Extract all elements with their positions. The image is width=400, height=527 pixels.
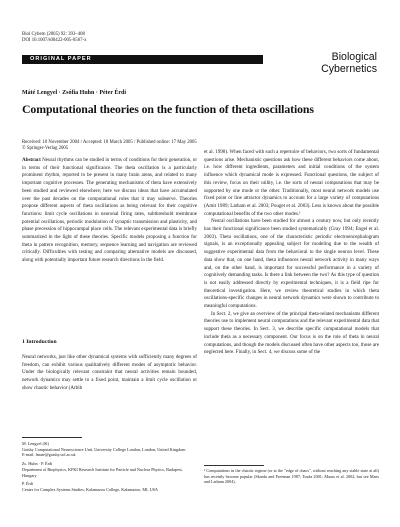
doi-line: DOI 10.1007/s00422-005-0567-x xyxy=(22,38,87,43)
article-type-band xyxy=(22,55,263,64)
intro-right-column xyxy=(204,149,379,357)
article-type-label: ORIGINAL PAPER xyxy=(30,56,92,62)
footnote-rule xyxy=(204,465,264,466)
journal-name-line-2: Cybernetics xyxy=(321,63,377,75)
journal-name xyxy=(321,51,377,75)
body-paragraph: In Sect. 2, we give an overview of the principal theta-related mechanisms different theories use to implement neural computations and the relevant experimental data that support these theories. In Sect. 3, we describe specific computational models that include theta as a necessary component. Our focus is on the role of theta in neural computations, and though the models discussed often have other aspects too, those are neglected here. Finally, in Sect. 4, we discuss some of the xyxy=(204,310,379,356)
author-affiliations xyxy=(22,441,197,493)
abstract-label: Abstract xyxy=(22,157,41,163)
affiliation-line: Gatsby Computational Neuroscience Unit, University College London, London, United Kingdom xyxy=(22,446,186,452)
affiliation-line: Center for Complex Systems Studies, Kalamazoo College, Kalamazoo, MI, USA xyxy=(22,486,158,492)
journal-name-line-1: Biological xyxy=(331,51,377,63)
body-paragraph: et al. 1998). When faced with such a repertoire of behaviors, two sorts of fundamental questions arise. Mechanistic questions ask how these different behaviors come about, i.e. how different ingredients, parameters and initial conditions of the system influence which dynamical mode is expressed. Functional questions, the subject of this review, focus on their utility, i.e. the sorts of neural computations that may be supported by one mode or the other. Traditionally, most neural network models use fixed point or line attractor dynamics to account for a large variety of computations (Amit 1989; Latham et al. 2003; Pouget et al. 2003). Less is known about the possible computational benefits of the two other modes.¹ xyxy=(204,149,379,217)
article-title: Computational theories on the function of theta oscillations xyxy=(22,102,314,116)
abstract xyxy=(22,157,197,265)
affiliation-line: M. Lengyel (✉) xyxy=(22,441,49,446)
author-list: Máté Lengyel · Zsófia Huhn · Péter Érdi xyxy=(22,90,127,96)
abstract-text: Neural rhythms can be studied in terms of conditions for their generation, or in terms of their functional significance. The theta oscillation is a particularly prominent rhythm, reported to be present in many brain areas, and related to many important cognitive processes. The generating mechanisms of theta have extensively been studied and reviewed elsewhere; here we discuss ideas that have accumulated over the past decades on the computational roles that it may subserve. Theories propose different aspects of theta oscillations as being relevant for their cognitive functions: limit cycle oscillations in neuronal firing rates, subthreshold membrane potential oscillations, periodic modulation of synaptic transmission and plasticity, and phase precession of hippocampal place cells. The relevant experimental data is briefly summarized in the light of these theories. Specific models proposing a function for theta in pattern recognition, memory, sequence learning and navigation are reviewed critically. Difficulties with testing and comparing alternative models are discussed, along with potentially important future research directions in the field. xyxy=(22,157,198,264)
copyright-line: © Springer-Verlag 2005 xyxy=(22,146,69,151)
affiliation-rule xyxy=(22,437,82,438)
received-accepted-line: Received: 10 November 2004 / Accepted: 18 March 2005 / Published online: 17 May 2005 xyxy=(22,140,197,145)
affiliation-line: Department of Biophysics, KFKI Research Institute for Particle and Nuclear Physics, Budapest, Hungary xyxy=(22,466,183,478)
intro-left-column xyxy=(22,354,197,393)
citation-line: Biol Cybern (2005) 92: 393–408 xyxy=(22,32,85,37)
body-paragraph: Neural oscillations have been studied for almost a century now, but only recently has their functional significance been studied systematically (Gray 1994; Engel et al. 2003). Theta oscillations, one of the characteristic periodic electroencephalogram signals, is an exceptionally appealing subject for modeling due to the wealth of suggestive experimental data from the behavioral to the single neuron level. These data show that, on one hand, theta influences neural network activity in many ways and, on the other hand, is important for successful performance in a variety of cognitively demanding tasks. Is there a link between the two? As this type of question is not easily addressed directly by experimental techniques, it is a field ripe for theoretical investigation. Here, we review theoretical studies in which theta oscillations-specific changes in neural network dynamics were shown to contribute to meaningful computations. xyxy=(204,218,379,310)
abstract-paragraph xyxy=(22,157,197,265)
affiliation-line: Zs. Huhn · P. Érdi xyxy=(22,461,53,467)
section-heading: 1 Introduction xyxy=(22,339,57,345)
footnote: ¹ Computations in the chaotic regime (or at the "edge of chaos", without reaching any stable state at all) has recently become popular (Skarda and Freeman 1987; Tsuda 2001; Maass et al. 2002, but see Maes and Latham 2004). xyxy=(204,468,379,485)
journal-citation xyxy=(22,32,87,44)
affiliation-email: E-mail: lmate@gatsby.ucl.ac.uk xyxy=(22,452,76,458)
publication-dates xyxy=(22,140,197,152)
intro-paragraph: Neural networks, just like other dynamical systems with sufficiently many degrees of freedom, can exhibit various qualitatively different modes of asymptotic behavior. Under the biologically relevant constraint that neural activities remain bounded, network dynamics may settle to a fixed point, maintain a limit cycle oscillation or show chaotic behavior (Arbib xyxy=(22,354,197,391)
affiliation-line: P. Érdi xyxy=(22,481,34,487)
